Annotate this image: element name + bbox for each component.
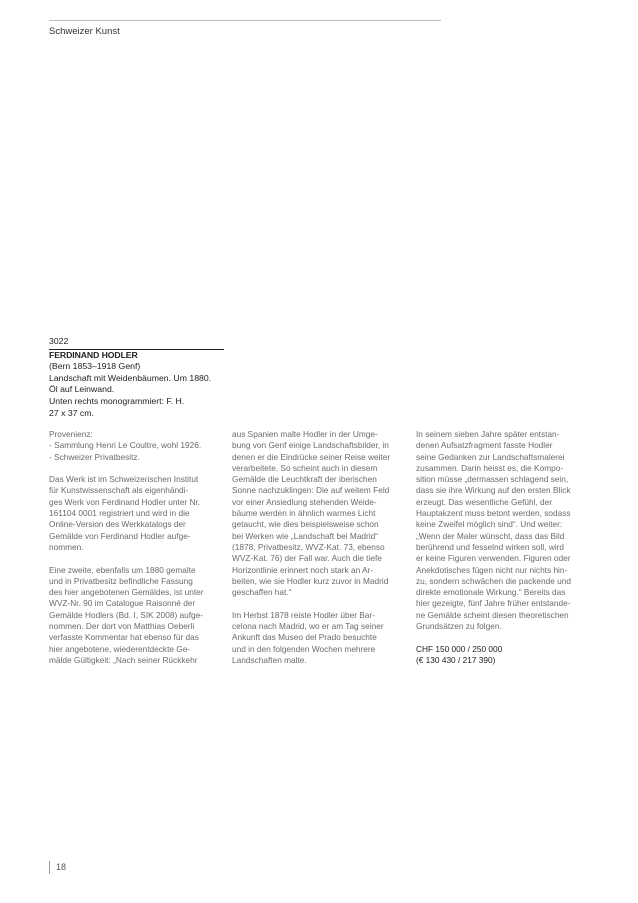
artist-name: FERDINAND HODLER: [49, 349, 138, 360]
text-line: (1878, Privatbesitz, WVZ-Kat. 73, ebenso: [232, 541, 385, 552]
text-line: aus Spanien malte Hodler in der Umge-: [232, 429, 378, 439]
text-line: - Schweizer Privatbesitz.: [49, 451, 140, 462]
text-line: Hauptakzent muss betont werden, sodass: [416, 508, 571, 519]
text-line: In seinem sieben Jahre später entstan-: [416, 429, 560, 439]
text-line: Grundsätzen zu folgen.: [416, 621, 502, 632]
text-line: hier gezeigte, fünf Jahre früher entstande-: [416, 598, 571, 609]
text-line: WVZ-Nr. 90 im Catalogue Raisonné der: [49, 598, 196, 609]
text-line: Sonne nachzuklingen: Die auf weitem Feld: [232, 485, 390, 496]
text-line: beiten, wie sie Hodler kurz zuvor in Madrid: [232, 575, 389, 586]
text-line: Horizontlinie erinnert noch stark an Ar-: [232, 564, 374, 575]
text-line: ne Gemälde scheint diesen theoretischen: [416, 609, 569, 620]
lot-details: [49, 336, 224, 419]
text-line: mälde Gültigkeit: „Nach seiner Rückkehr: [49, 654, 198, 665]
text-column-2: [232, 429, 404, 678]
text-line: ges Werk von Ferdinand Hodler unter Nr.: [49, 496, 201, 507]
text-line: Gemälde von Ferdinand Hodler aufge-: [49, 530, 191, 541]
text-line: Das Werk ist im Schweizerischen Institut: [49, 474, 199, 485]
artwork-medium: Öl auf Leinwand.: [49, 384, 115, 395]
price-chf: CHF 150 000 / 250 000: [416, 643, 503, 654]
text-column-3: [416, 429, 588, 666]
artist-life-dates: (Bern 1853–1918 Genf): [49, 361, 141, 372]
text-line: getaucht, wie dies beispielsweise schon: [232, 519, 379, 530]
artwork-dimensions: 27 x 37 cm.: [49, 407, 94, 418]
artwork-signature: Unten rechts monogrammiert: F. H.: [49, 395, 185, 406]
text-line: zusammen. Darin heisst es, die Kompo-: [416, 462, 564, 473]
text-line: vor einer Ansiedlung stehenden Weide-: [232, 496, 377, 507]
text-line: berührend und fesselnd wirken soll, wird: [416, 541, 565, 552]
paragraph: [49, 474, 221, 553]
text-line: Gemälde Hodlers (Bd. I, SIK 2008) aufge-: [49, 609, 204, 620]
text-line: celona nach Madrid, wo er am Tag seiner: [232, 621, 384, 632]
text-line: WVZ-Kat. 76) der Fall war. Auch die tiefe: [232, 553, 382, 564]
paragraph: [232, 610, 404, 666]
text-line: bei Werken wie „Landschaft bei Madrid“: [232, 530, 379, 541]
paragraph: [416, 429, 588, 632]
text-line: erzeugt. Das wesentliche Gefühl, der: [416, 496, 553, 507]
price-eur: (€ 130 430 / 217 390): [416, 654, 496, 665]
header-rule: [49, 20, 441, 21]
text-line: Gemälde die Leuchtkraft der iberischen: [232, 474, 377, 485]
paragraph: [49, 565, 221, 667]
text-line: und in den folgenden Wochen mehrere: [232, 643, 376, 654]
text-line: zu, sondern schwächen die packende und: [416, 575, 571, 586]
section-title: Schweizer Kunst: [49, 26, 120, 37]
text-line: des hier angebotenen Gemäldes, ist unter: [49, 587, 204, 598]
text-line: - Sammlung Henri Le Coultre, wohl 1926.: [49, 440, 202, 451]
text-line: seine Gedanken zur Landschaftsmalerei: [416, 451, 565, 462]
text-line: Online-Version des Werkkatalogs der: [49, 519, 186, 530]
text-line: Eine zweite, ebenfalls um 1880 gemalte: [49, 564, 196, 575]
text-line: er keine Figuren verwenden. Figuren oder: [416, 553, 571, 564]
text-line: nommen. Der dort von Matthias Oeberli: [49, 621, 195, 632]
page-number: 18: [56, 862, 67, 872]
price-estimate: [416, 644, 588, 667]
text-line: geschaffen hat.“: [232, 587, 292, 598]
text-line: nommen.: [49, 541, 84, 552]
text-line: bung von Genf einige Landschaftsbilder, in: [232, 440, 389, 451]
lot-number: 3022: [49, 336, 224, 350]
artwork-title: Landschaft mit Weidenbäumen. Um 1880.: [49, 372, 212, 383]
text-line: direkte emotionale Wirkung.“ Bereits das: [416, 587, 566, 598]
paragraph: [232, 429, 404, 598]
text-line: 161104 0001 registriert und wird in die: [49, 508, 190, 519]
text-line: denen er die Eindrücke seiner Reise weiter: [232, 451, 391, 462]
text-line: „Wenn der Maler wünscht, dass das Bild: [416, 530, 565, 541]
text-line: keine Zweifel möglich sind“. Und weiter:: [416, 519, 563, 530]
text-line: verarbeitete. So scheint auch in diesem: [232, 462, 378, 473]
text-line: hier angebotene, wiederentdeckte Ge-: [49, 643, 191, 654]
text-line: Landschaften malte.: [232, 654, 307, 665]
text-line: sition müsse „dermassen schlagend sein,: [416, 474, 569, 485]
paragraph: [49, 429, 221, 463]
text-line: denen Aufsatzfragment fasste Hodler: [416, 440, 553, 451]
text-line: Anekdotisches fügen nicht nur nichts hin-: [416, 564, 568, 575]
text-line: dass sie ihre Wirkung auf den ersten Blick: [416, 485, 571, 496]
footer-divider: [49, 861, 50, 874]
text-column-1: [49, 429, 221, 678]
text-line: verfasste Kommentar hat ebenso für das: [49, 632, 199, 643]
text-line: und in Privatbesitz befindliche Fassung: [49, 575, 193, 586]
text-line: bäume werden in ähnlich warmes Licht: [232, 508, 376, 519]
text-line: für Kunstwissenschaft als eigenhändi-: [49, 485, 189, 496]
text-line: Ankunft das Museo del Prado besuchte: [232, 632, 377, 643]
text-line: Im Herbst 1878 reiste Hodler über Bar-: [232, 609, 375, 620]
text-line: Provenienz:: [49, 429, 93, 439]
